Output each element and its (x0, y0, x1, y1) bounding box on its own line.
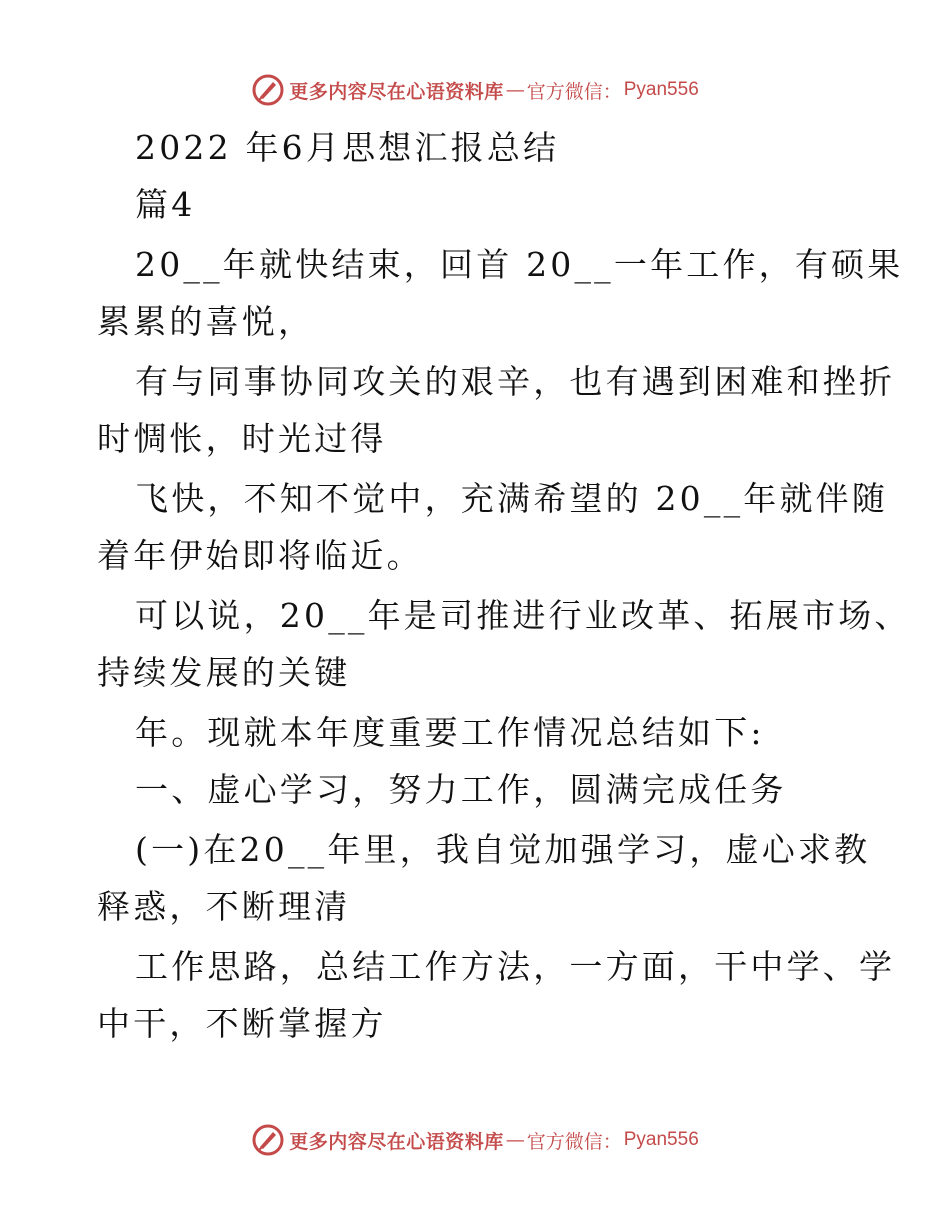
paragraph-line: (一)在20__年里，我自觉加强学习，虚心求教 (135, 830, 871, 869)
paragraph-line: 时惆怅，时光过得 (97, 419, 387, 458)
banner-separator: — (505, 1129, 525, 1151)
paragraph-line: 着年伊始即将临近。 (97, 536, 423, 575)
paragraph-line: 有与同事协同攻关的艰辛，也有遇到困难和挫折 (135, 362, 896, 401)
section-heading: 一、虚心学习，努力工作，圆满完成任务 (135, 770, 787, 809)
header-banner (0, 70, 950, 110)
paragraph-line: 累累的喜悦， (97, 302, 315, 341)
banner-wechat-label: 官方微信： (526, 80, 622, 103)
document-subtitle: 篇4 (135, 185, 196, 224)
paragraph-line: 中干，不断掌握方 (97, 1004, 387, 1043)
footer-banner (0, 1120, 950, 1160)
quill-logo-icon (251, 73, 285, 107)
banner-site-text: 更多内容尽在心语资料库 (289, 1130, 504, 1153)
quill-logo-icon (251, 1123, 285, 1157)
banner-separator: — (505, 79, 525, 101)
paragraph-line: 年。现就本年度重要工作情况总结如下: (135, 713, 765, 752)
paragraph-line: 持续发展的关键 (97, 653, 351, 692)
banner-wechat-id: Pyan556 (623, 79, 699, 100)
paragraph-line: 释惑，不断理清 (97, 887, 351, 926)
paragraph-line: 工作思路，总结工作方法，一方面，干中学、学 (135, 947, 896, 986)
banner-wechat-id: Pyan556 (623, 1129, 699, 1150)
paragraph-line: 可以说，20__年是司推进行业改革、拓展市场、 (135, 596, 911, 635)
banner-wechat-label: 官方微信： (526, 1130, 622, 1153)
document-title: 2022 年6月思想汇报总结 (135, 128, 560, 167)
banner-site-text: 更多内容尽在心语资料库 (289, 80, 504, 103)
paragraph-line: 20__年就快结束，回首 20__一年工作，有硕果 (135, 245, 904, 284)
paragraph-line: 飞快，不知不觉中，充满希望的 20__年就伴随 (135, 479, 889, 518)
